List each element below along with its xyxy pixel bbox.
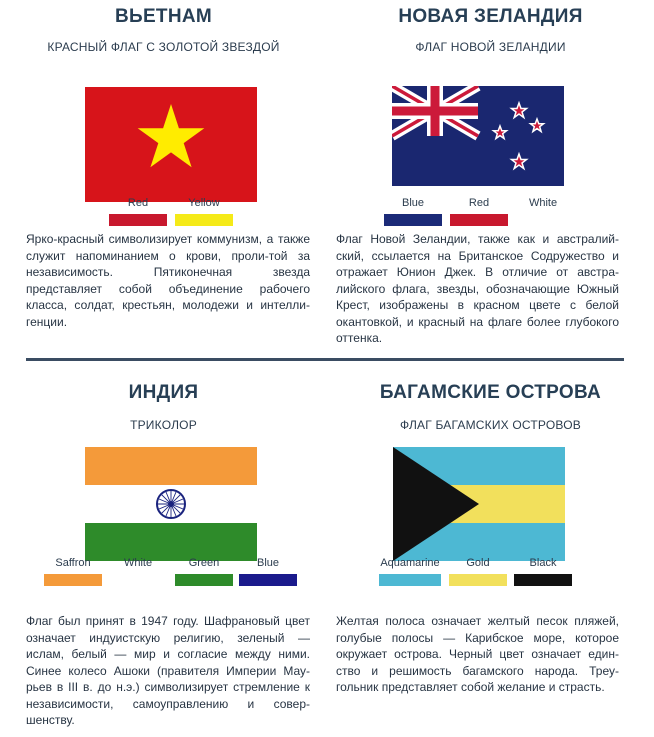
panel-title: БАГАМСКИЕ ОСТРОВА [379, 382, 602, 403]
vietnam-flag-image [85, 87, 257, 202]
swatch-label: Yellow [188, 197, 220, 209]
swatch-color [514, 574, 572, 586]
swatch-label: Saffron [55, 557, 91, 569]
swatch-color [175, 574, 233, 586]
new-zealand-flag-image [392, 86, 564, 186]
swatch-yellow [175, 197, 233, 226]
swatch-color [44, 574, 102, 586]
section-divider [26, 358, 624, 361]
swatch-label: Blue [256, 557, 280, 569]
panel-subtitle: ФЛАГ БАГАМСКИХ ОСТРОВОВ [400, 418, 581, 432]
swatch-color [384, 214, 442, 226]
swatch-blue [239, 557, 297, 586]
panel-description: Флаг был принят в 1947 году. Шафрановый цвет означает индуистскую религию, зеленый — ислам, белый — мир и согласие между ними. Синее колесо Ашоки (правителя Империи Мау-рьев в III в. до н.э.) символизирует стремление к независимости, самоуправлению и совер-шенству. [26, 614, 310, 727]
swatch-label: Green [188, 557, 220, 569]
swatch-color [514, 214, 572, 226]
swatch-saffron [44, 557, 102, 586]
swatch-gold [449, 557, 507, 586]
swatch-label: White [123, 557, 153, 569]
bahamas-flag-image [393, 447, 565, 561]
swatch-color [450, 214, 508, 226]
swatch-label: Blue [401, 197, 425, 209]
swatch-color [449, 574, 507, 586]
panel-description: Желтая полоса означает желтый песок пляжей, голубые полосы — Карибское море, которое окружает острова. Черный цвет означает един-ство и решимость багамского народа. Треу-гольник представляет собой желание и страсть. [336, 614, 619, 694]
swatch-label: Black [529, 557, 557, 569]
panel-description: Флаг Новой Зеландии, также как и австралий-ский, ссылается на Британское Содружество и отражает Юнион Джек. В отличие от австра-лийского флага, звезды, обозначающие Южный Крест, изображены в красном цвете с белой окантовкой, и красный на флаге более глубокого оттенка. [336, 232, 619, 345]
swatch-color [239, 574, 297, 586]
swatch-label: Aquamarine [380, 557, 440, 569]
swatch-white [514, 197, 572, 226]
panel-title: НОВАЯ ЗЕЛАНДИЯ [398, 6, 583, 27]
swatch-color [109, 214, 167, 226]
india-flag-image [85, 447, 257, 561]
swatch-aquamarine [379, 557, 441, 586]
swatch-red [109, 197, 167, 226]
swatch-color [379, 574, 441, 586]
swatch-white [109, 557, 167, 586]
panel-subtitle: ТРИКОЛОР [130, 418, 197, 432]
swatch-label: Red [127, 197, 149, 209]
panel-subtitle: КРАСНЫЙ ФЛАГ С ЗОЛОТОЙ ЗВЕЗДОЙ [47, 40, 280, 54]
swatch-blue [384, 197, 442, 226]
swatch-green [175, 557, 233, 586]
swatch-label: White [528, 197, 558, 209]
swatch-red [450, 197, 508, 226]
swatch-label: Gold [466, 557, 490, 569]
panel-subtitle: ФЛАГ НОВОЙ ЗЕЛАНДИИ [415, 40, 566, 54]
swatch-color [175, 214, 233, 226]
panel-title: ВЬЕТНАМ [114, 6, 213, 27]
swatch-black [514, 557, 572, 586]
panel-description: Ярко-красный символизирует коммунизм, а также служит напоминанием о крови, проли-той за независимость. Пятиконечная звезда представляет собой объединение рабочего класса, солдат, крестьян, молодежи и интелли-генции. [26, 232, 310, 329]
swatch-label: Red [468, 197, 490, 209]
panel-title: ИНДИЯ [128, 382, 199, 403]
swatch-color [109, 574, 167, 586]
